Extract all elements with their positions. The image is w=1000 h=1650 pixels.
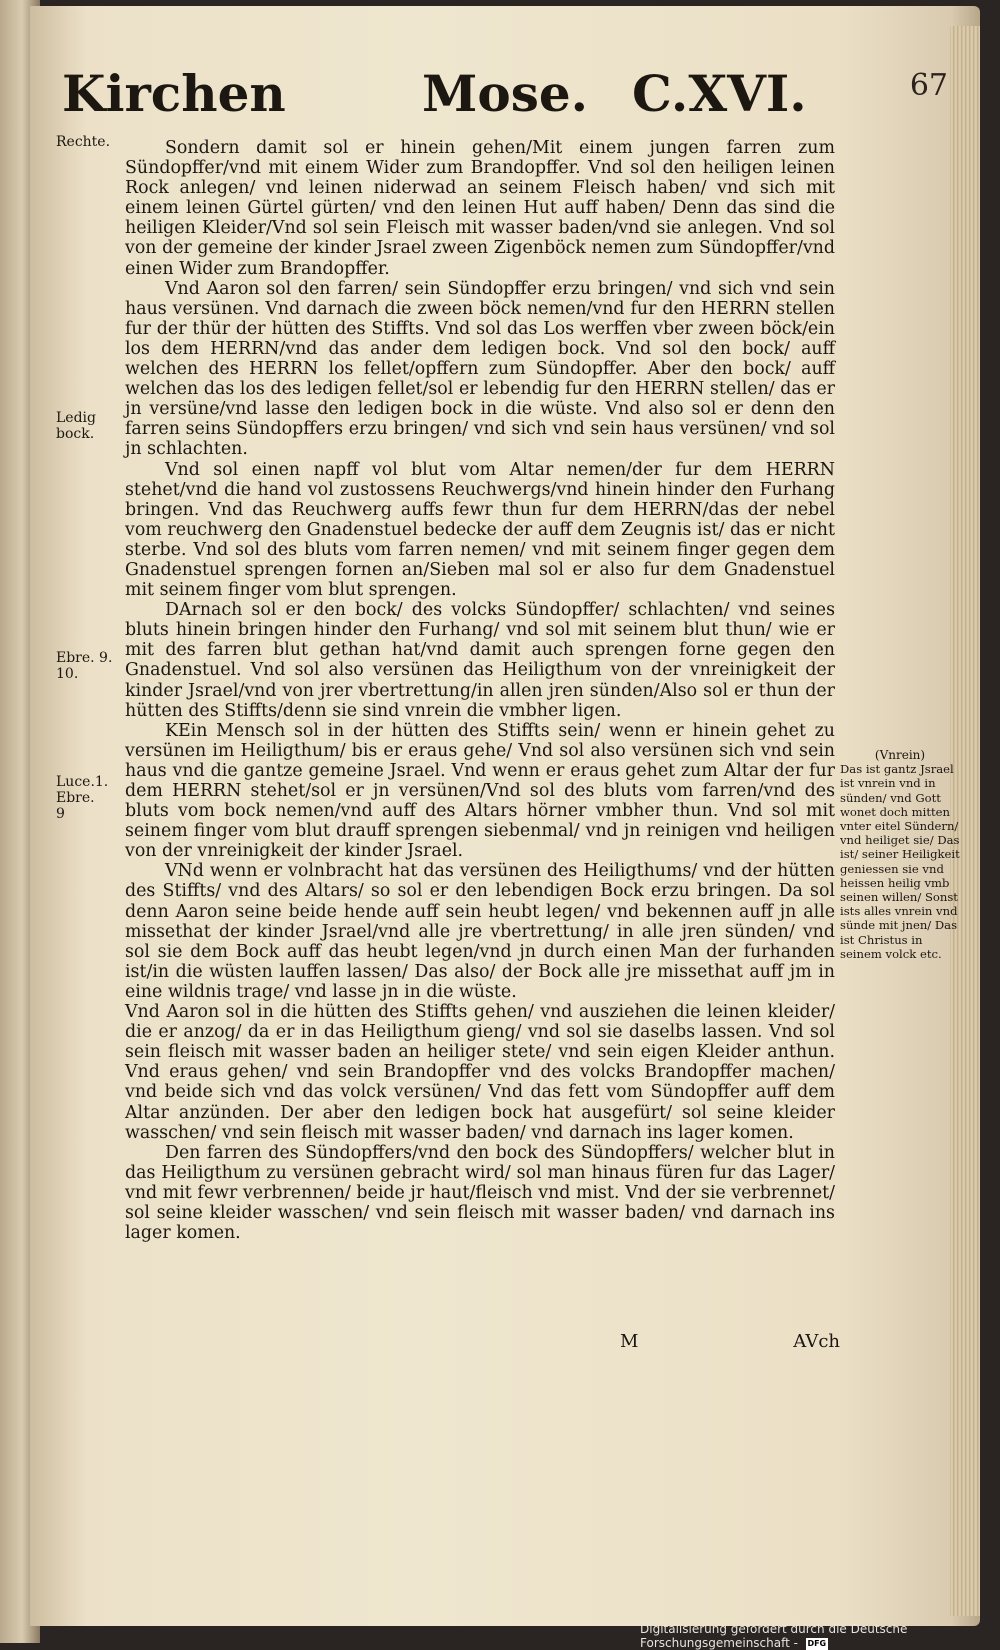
paragraph: VNd wenn er volnbracht hat das versünen des Heiligthums/ vnd der hütten des Stiffts/ vnd des Altars/ so sol er den lebendigen Bock erzu bringen. Da sol denn Aaron seine beide hende auff sein heubt legen/ vnd bekennen auff jn alle missethat der kinder Jsrael/vnd alle jre vbertrettung/ in alle jren sünden/ vnd sol sie dem Bock auff das heubt legen/vnd jn durch einen Man der furhanden ist/in die wüsten lauffen lassen/ Das also/ der Bock alle jre missethat auff jm in eine wildnis trage/ vnd lasse jn in die wüste.: [125, 861, 835, 1002]
paragraph: KEin Mensch sol in der hütten des Stiffts sein/ wenn er hinein gehet zu versünen im Heiligthum/ bis er eraus gehe/ Vnd sol also versünen sich vnd sein haus vnd die gantze gemeine Jsrael. Vnd wenn er eraus gehet zum Altar der fur dem HERRN stehet/sol er jn versünen/Vnd sol des bluts vom farren/vnd des bluts vom bock nemen/vnd auff des Altars hörner vmbher thun. Vnd sol mit seinem finger vom blut drauff sprengen siebenmal/ vnd jn reinigen vnd heiligen von der vnreinigkeit der kinder Jsrael.: [125, 720, 835, 862]
margin-note: Ledig bock.: [56, 410, 96, 442]
signature-mark: M: [620, 1331, 639, 1352]
header-chapter: C.XVI.: [632, 64, 807, 123]
folio-number: 67: [909, 68, 948, 103]
margin-note: Rechte.: [56, 134, 111, 150]
footer-text: Digitalisierung gefördert durch die Deutsche Forschungsgemeinschaft -: [640, 1622, 908, 1650]
paragraph: Vnd Aaron sol den farren/ sein Sündopffer erzu bringen/ vnd sich vnd sein haus versünen. Vnd darnach die zween böck nemen/vnd fur den HERRN stellen fur der thür der hütten des Stiffts. Vnd sol das Los werffen vber zween böck/ein los dem HERRN/vnd das ander dem ledigen bock. Vnd sol den bock/ auff welchen des HERRN los fellet/opffern zum Sündopffer. Aber den bock/ auff welchen das los des ledigen fellet/sol er lebendig fur den HERRN stellen/ das er jn versüne/vnd lasse den ledigen bock in die wüste. Vnd also sol er denn den farren seins Sündopffers erzu bringen/ vnd sich vnd sein haus versünen/ vnd sol jn schlachten.: [125, 278, 835, 460]
header-left: Kirchen: [62, 64, 286, 123]
paragraph: DArnach sol er den bock/ des volcks Sündopffer/ schlachten/ vnd seines bluts hinein bringen hinder den Furhang/ vnd sol mit seinem blut thun/ wie er mit des farren blut gethan hat/vnd damit auch sprengen forne gegen den Gnadenstuel. Vnd sol also versünen das Heiligthum von der vnreinigkeit der kinder Jsrael/vnd von jrer vbertrettung/in allen jren sünden/Also sol er thun der hütten des Stiffts/denn sie sind vnrein die vmbher ligen.: [125, 600, 835, 721]
paragraph: Vnd sol einen napff vol blut vom Altar nemen/der fur dem HERRN stehet/vnd die hand vol zustossens Reuchwergs/vnd hinein hinder den Furhang bringen. Vnd das Reuchwerg auffs fewr thun fur dem HERRN/das der nebel vom reuchwerg den Gnadenstuel bedecke der auff dem Zeugnis ist/ das er nicht sterbe. Vnd sol des bluts vom farren nemen/ vnd mit seinem finger gegen dem Gnadenstuel sprengen fornen an/Sieben mal sol er also fur dem Gnadenstuel mit seinem finger vom blut sprengen.: [125, 459, 835, 601]
book-page: [30, 6, 980, 1626]
catchwords: [620, 1331, 840, 1355]
catchword: AVch: [793, 1331, 840, 1352]
gloss-text: Das ist gantz Jsrael ist vnrein vnd in sünden/ vnd Gott wonet doch mitten vnter eitel Sündern/ vnd heiliget sie/ Das ist/ seiner Heiligkeit geniessen sie vnd heissen heilig vmb seinen willen/ Sonst ists alles vnrein vnd sünde mit jnen/ Das ist Christus in seinem volck etc.: [840, 762, 960, 961]
side-gloss: [840, 748, 960, 961]
main-text: [125, 138, 835, 1243]
gloss-heading: (Vnrein): [874, 748, 926, 762]
header-center: Mose.: [422, 64, 589, 123]
paragraph: Sondern damit sol er hinein gehen/Mit einem jungen farren zum Sündopffer/vnd mit einem Wider zum Brandopffer. Vnd sol den heiligen leinen Rock anlegen/ vnd leinen niderwad an seinem Fleisch haben/ vnd sich mit einem leinen Gürtel gürten/ vnd den leinen Hut auff haben/ Denn das sind die heiligen Kleider/Vnd sol sein Fleisch mit wasser baden/vnd sie anlegen. Vnd sol von der gemeine der kinder Jsrael zween Zigenböck nemen zum Sündopffer/vnd einen Wider zum Brandopffer.: [125, 138, 835, 279]
paragraph: Den farren des Sündopffers/vnd den bock des Sündopffers/ welcher blut in das Heiligthum zu versünen gebracht wird/ sol man hinaus füren fur das Lager/ vnd mit fewr verbrennen/ beide jr haut/fleisch vnd mist. Vnd der sie verbrennet/ sol seine kleider wasschen/ vnd sein fleisch mit wasser baden/ vnd darnach ins lager komen.: [125, 1142, 835, 1244]
paragraph: Vnd Aaron sol in die hütten des Stiffts gehen/ vnd ausziehen die leinen kleider/ die er anzog/ da er in das Heiligthum gieng/ vnd sol sie daselbs lassen. Vnd sol sein fleisch mit wasser baden an heiliger stete/ vnd sein eigen Kleider anthun. Vnd eraus gehen/ vnd sein Brandopffer vnd des volcks Brandopffer machen/ vnd beide sich vnd das volck versünen/ Vnd das fett vom Sündopffer auff dem Altar anzünden. Der aber den ledigen bock hat ausgefürt/ sol seine kleider wasschen/ vnd sein fleisch mit wasser baden/ vnd darnach ins lager komen.: [125, 1002, 835, 1143]
running-header: [62, 64, 948, 134]
margin-note: Luce.1. Ebre. 9: [56, 774, 109, 822]
digitization-footer: [640, 1622, 1000, 1650]
margin-note: Ebre. 9. 10.: [56, 650, 113, 682]
dfg-logo-icon: DFG: [807, 1638, 827, 1648]
